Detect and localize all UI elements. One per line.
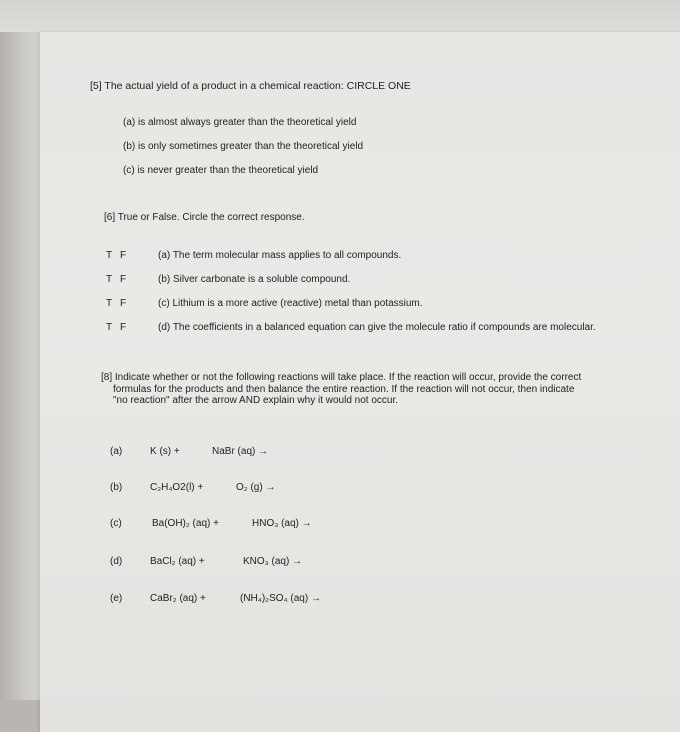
q5-option-a: (a) is almost always greater than the theoretical yield — [123, 117, 357, 128]
q5-prompt: [5] The actual yield of a product in a chemical reaction: CIRCLE ONE — [90, 80, 411, 92]
true-option: T — [106, 250, 113, 261]
q6-tf-b — [106, 274, 134, 286]
reaction-d-reactant-2: KNO₃ (aq) → — [243, 556, 303, 567]
q5-option-b: (b) is only sometimes greater than the theoretical yield — [123, 141, 364, 152]
reaction-b-reactant-1: C₂H₄O2(l) + — [150, 482, 204, 493]
q6-statement-d: (d) The coefficients in a balanced equation can give the molecule ratio if compounds are molecular. — [158, 322, 596, 333]
true-option: T — [106, 322, 113, 333]
q6-statement-c: (c) Lithium is a more active (reactive) metal than potassium. — [158, 298, 423, 309]
q8-line-2: formulas for the products and then balance the entire reaction. If the reaction will not occur, then indicate — [113, 383, 575, 395]
reaction-label-b: (b) — [110, 482, 123, 493]
q8-prompt — [101, 372, 661, 407]
false-option: F — [120, 250, 127, 261]
reaction-a-reactant-1: K (s) + — [150, 446, 180, 457]
reaction-e-reactant-2: (NH₄)₂SO₄ (aq) → — [240, 593, 321, 604]
true-option: T — [106, 274, 113, 285]
reaction-b-reactant-2: O₂ (g) → — [236, 482, 276, 493]
false-option: F — [120, 322, 127, 333]
false-option: F — [120, 274, 127, 285]
q6-statement-a: (a) The term molecular mass applies to all compounds. — [158, 250, 402, 261]
reaction-c-reactant-1: Ba(OH)₂ (aq) + — [152, 518, 219, 529]
reaction-label-c: (c) — [110, 518, 122, 529]
q6-tf-a — [106, 250, 134, 262]
reaction-label-d: (d) — [110, 556, 123, 567]
reaction-e-reactant-1: CaBr₂ (aq) + — [150, 593, 206, 604]
reaction-c-reactant-2: HNO₃ (aq) → — [252, 518, 312, 529]
reaction-a-reactant-2: NaBr (aq) → — [212, 446, 269, 457]
true-option: T — [106, 298, 113, 309]
q5-option-c: (c) is never greater than the theoretical yield — [123, 165, 319, 176]
paper-top-edge — [0, 0, 680, 32]
false-option: F — [120, 298, 127, 309]
q6-tf-c — [106, 298, 134, 310]
q8-line-3: "no reaction" after the arrow AND explain why it would not occur. — [113, 395, 399, 406]
q6-tf-d — [106, 322, 134, 334]
reaction-label-e: (e) — [110, 593, 123, 604]
reaction-label-a: (a) — [110, 446, 123, 457]
q8-line-1: [8] Indicate whether or not the following reactions will take place. If the reaction will occur, provide the correct — [101, 372, 582, 383]
q6-statement-b: (b) Silver carbonate is a soluble compound. — [158, 274, 351, 285]
q6-prompt: [6] True or False. Circle the correct response. — [104, 212, 305, 223]
reaction-d-reactant-1: BaCl₂ (aq) + — [150, 556, 205, 567]
